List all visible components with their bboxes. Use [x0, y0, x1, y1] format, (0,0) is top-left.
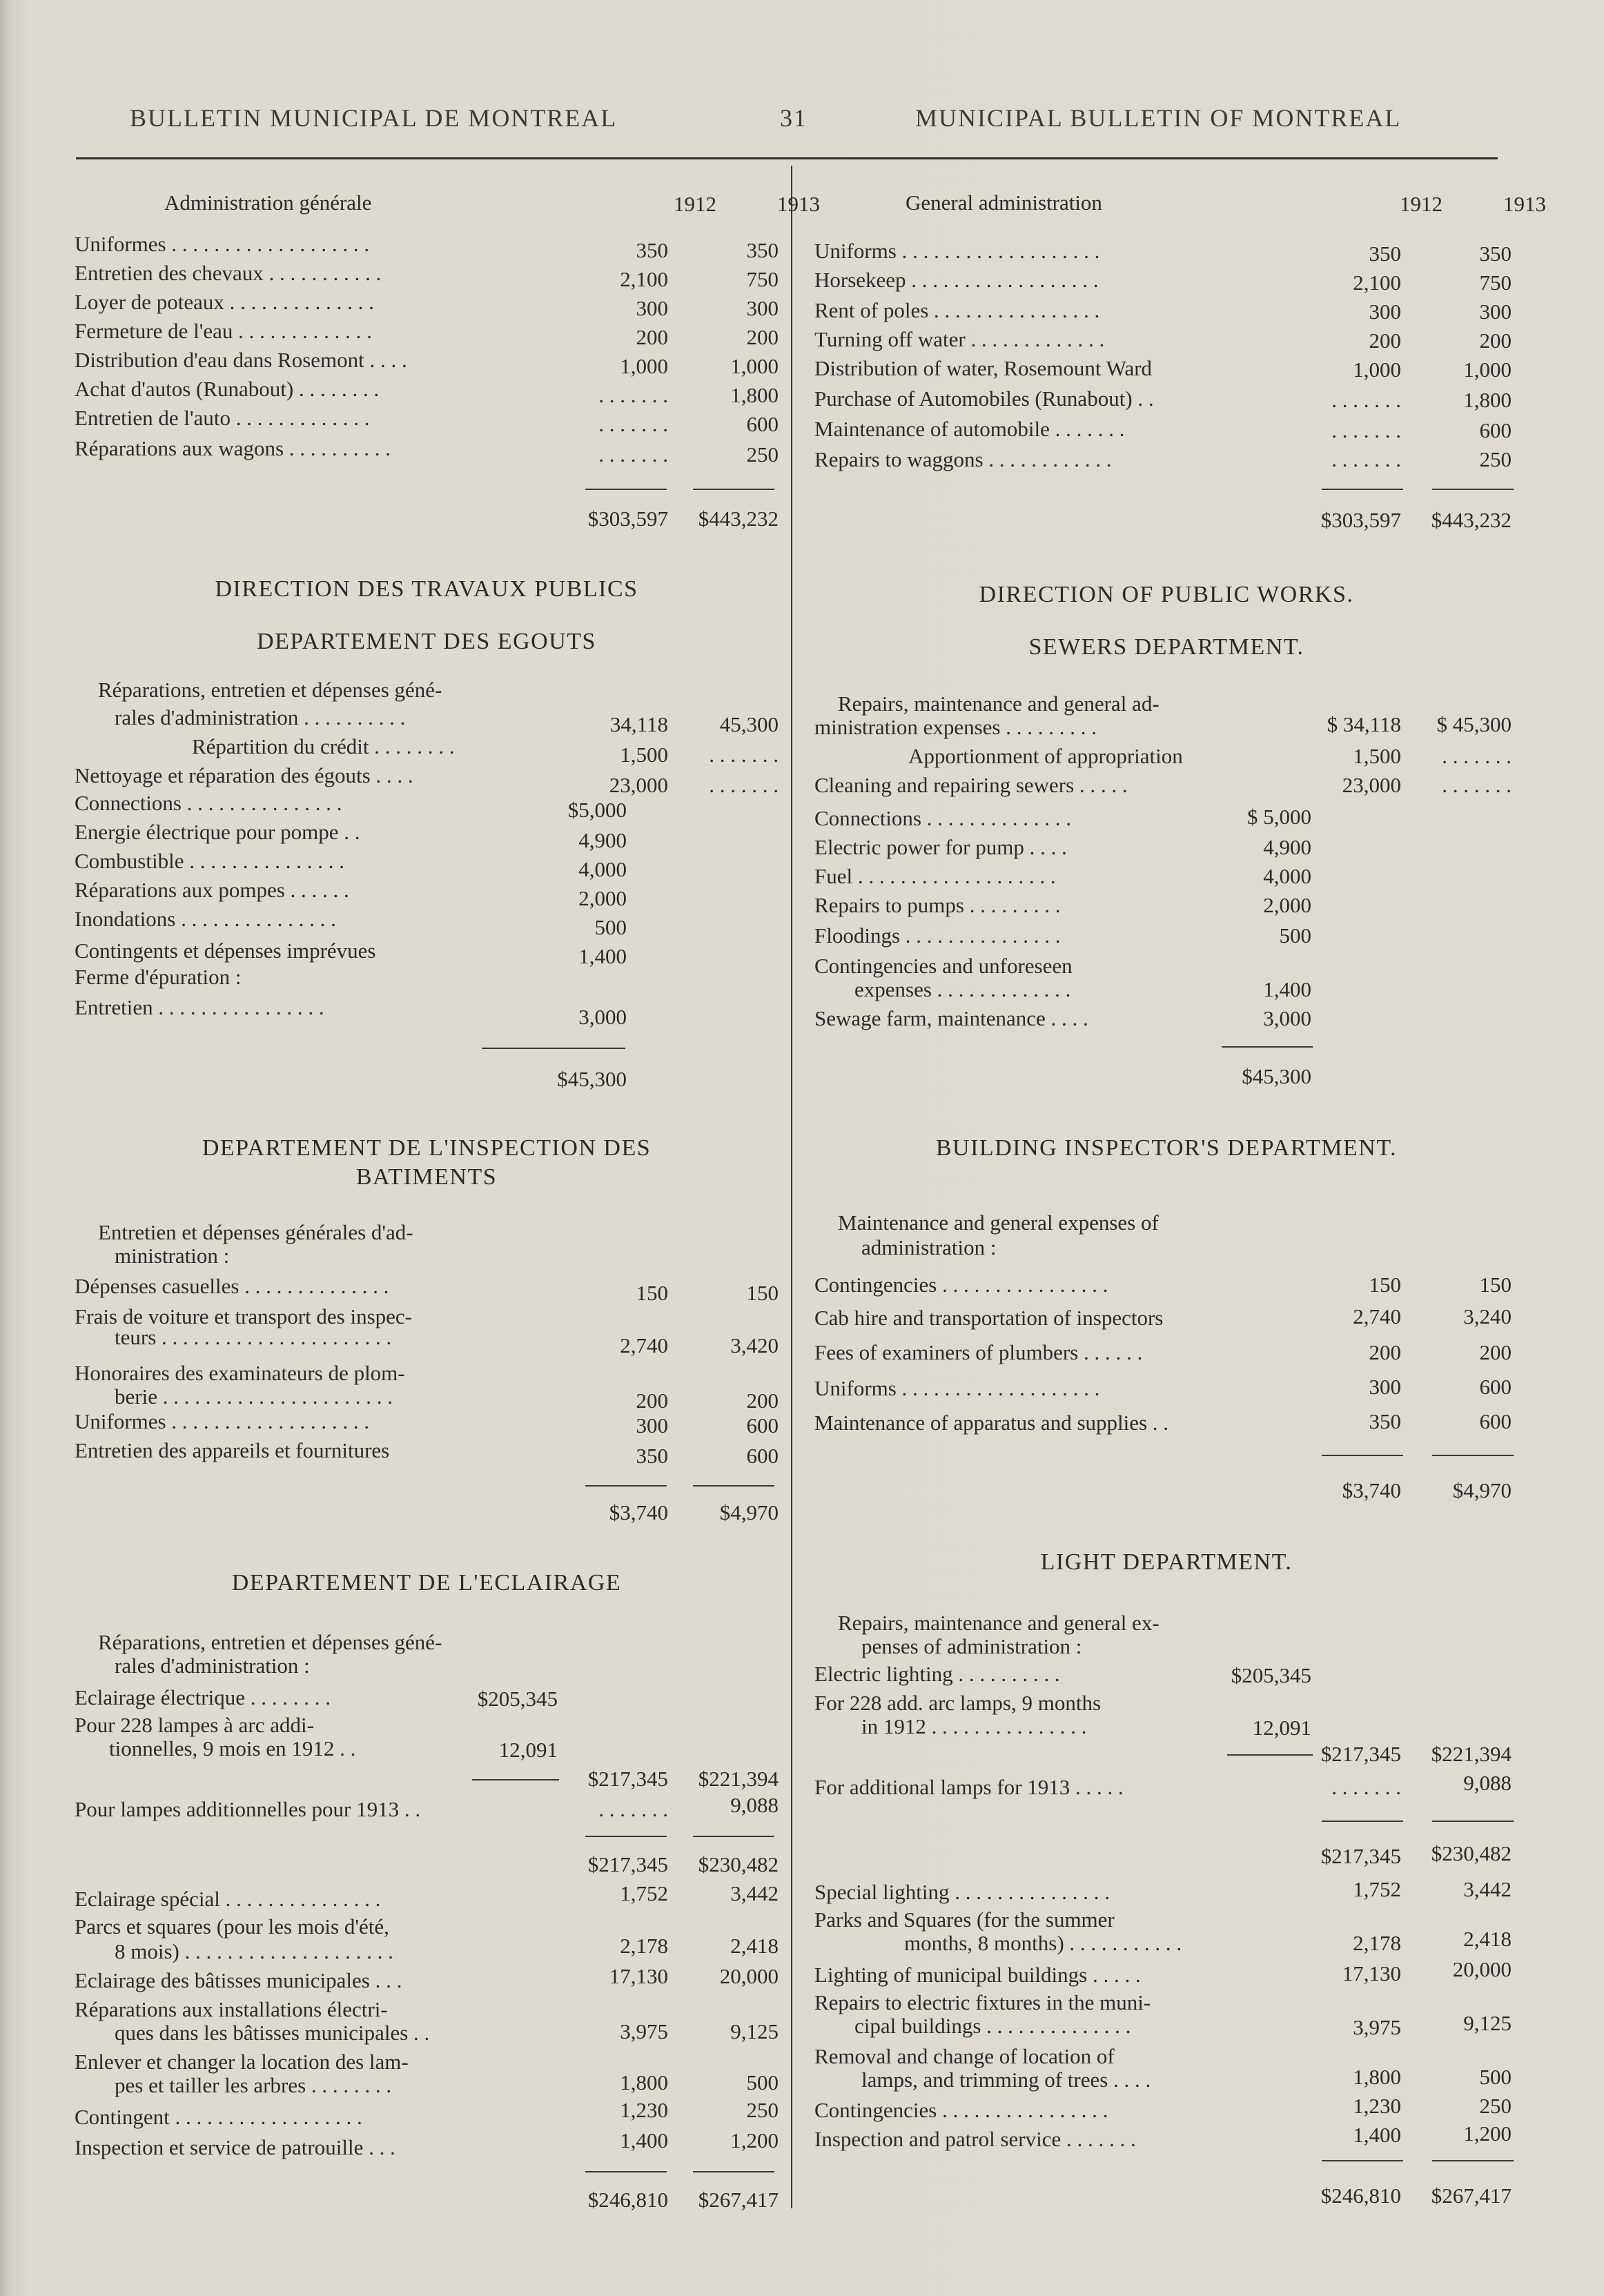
light-row-1912: 1,400	[620, 2128, 668, 2152]
sewers-item-value: 4,000	[1263, 864, 1311, 888]
admin-row: Turning off water . . . . . . . . . . . . .	[814, 327, 1105, 351]
light-row: Inspection et service de patrouille . . .	[75, 2135, 395, 2159]
admin-row-1913: 350	[1479, 242, 1512, 266]
admin-year-1913: 1913	[777, 192, 820, 216]
sum-rule	[585, 489, 667, 490]
sewers-row-line: Cleaning and repairing sewers . . . . .	[814, 773, 1128, 797]
admin-year-1912: 1912	[1400, 192, 1442, 216]
sewers-item-value: 4,900	[1263, 835, 1311, 859]
building-row: Entretien des appareils et fournitures	[75, 1438, 390, 1462]
admin-row: Rent of poles . . . . . . . . . . . . . . . .	[814, 298, 1100, 322]
light-row-1913: 500	[746, 2070, 779, 2094]
admin-row: Distribution d'eau dans Rosemont . . . .	[75, 348, 407, 372]
sum-rule	[585, 1485, 667, 1486]
admin-year-1912: 1912	[674, 192, 716, 216]
sum-rule	[693, 489, 774, 490]
building-row-1913: 600	[1479, 1375, 1512, 1399]
admin-row-1913: 600	[1479, 418, 1512, 442]
admin-row: Uniforms . . . . . . . . . . . . . . . . . . .	[814, 239, 1100, 263]
light-row-1913: 1,200	[1463, 2121, 1512, 2146]
light-intro: penses of administration :	[861, 1634, 1082, 1658]
sewers-item-value: 2,000	[578, 886, 627, 910]
sewers-row-1912: 34,118	[609, 712, 668, 736]
light-subitem: in 1912 . . . . . . . . . . . . . . .	[861, 1714, 1087, 1738]
header-right-title: MUNICIPAL BULLETIN OF MONTREAL	[915, 104, 1402, 132]
building-intro: administration :	[861, 1235, 997, 1259]
light-subitem: tionnelles, 9 mois en 1912 . .	[109, 1736, 356, 1760]
english-column	[814, 0, 1546, 2296]
light-sub-1913: $230,482	[698, 1852, 779, 1876]
light-sub-1912: $217,345	[587, 1767, 668, 1791]
light-row: Parks and Squares (for the summer	[814, 1907, 1115, 1932]
light-subitem: Eclairage électrique . . . . . . . .	[75, 1685, 331, 1709]
building-row: Contingencies . . . . . . . . . . . . . . . .	[814, 1273, 1108, 1297]
light-subitem: Pour 228 lampes à arc addi-	[75, 1713, 314, 1737]
sewers-row-line: Répartition du crédit . . . . . . . .	[192, 734, 455, 758]
building-total-1912: $3,740	[609, 1500, 668, 1524]
light-title: DEPARTEMENT DE L'ECLAIRAGE	[231, 1570, 622, 1596]
sum-rule	[1432, 1821, 1514, 1822]
light-sub-1912: $217,345	[1320, 1742, 1401, 1766]
admin-row: Repairs to waggons . . . . . . . . . . . .	[814, 447, 1112, 471]
light-row-1912: 1,800	[620, 2070, 668, 2094]
light-subitem-value: 12,091	[498, 1738, 558, 1762]
building-row: Uniforms . . . . . . . . . . . . . . . . . . .	[814, 1376, 1100, 1400]
light-row-1913: 3,442	[730, 1881, 779, 1905]
light-total-1912: $246,810	[1320, 2184, 1401, 2208]
light-row: months, 8 months) . . . . . . . . . . .	[904, 1931, 1182, 1955]
building-total-1912: $3,740	[1342, 1478, 1401, 1502]
sewers-row-line: ministration expenses . . . . . . . . .	[814, 715, 1097, 739]
sewers-item-value: 500	[1279, 923, 1311, 948]
sum-rule	[1432, 489, 1514, 490]
building-row: Frais de voiture et transport des inspec-	[75, 1304, 412, 1328]
light-sub-1913: $230,482	[1431, 1841, 1512, 1865]
light-sub-1912: $217,345	[1320, 1844, 1401, 1868]
admin-row-1912: 1,000	[1353, 357, 1401, 382]
building-row-1913: 3,420	[730, 1333, 779, 1357]
admin-row: Achat d'autos (Runabout) . . . . . . . .	[75, 377, 380, 401]
building-row-1913: 600	[746, 1413, 779, 1438]
light-row-1912: . . . . . . .	[598, 1797, 668, 1821]
light-row: Réparations aux installations électri-	[75, 1997, 388, 2021]
sewers-item: Electric power for pump . . . .	[814, 835, 1067, 859]
light-intro: rales d'administration :	[115, 1654, 310, 1678]
sum-rule	[482, 1048, 625, 1049]
sum-rule	[1322, 2160, 1403, 2161]
sewers-row-1913: . . . . . . .	[709, 743, 779, 767]
sum-rule	[1222, 1046, 1313, 1048]
light-row-1913: 250	[1479, 2094, 1512, 2118]
building-row: Honoraires des examinateurs de plom-	[75, 1361, 405, 1385]
sum-rule	[1322, 1455, 1403, 1456]
sewers-row-1913: $ 45,300	[1436, 712, 1512, 736]
admin-row-1912: 300	[1369, 300, 1401, 324]
building-row-1912: 200	[636, 1389, 668, 1413]
admin-row-1912: 300	[636, 296, 668, 320]
sum-rule	[585, 1836, 667, 1837]
building-title: BATIMENTS	[355, 1164, 498, 1190]
light-row-1913: 9,125	[1463, 2011, 1512, 2035]
admin-row: Horsekeep . . . . . . . . . . . . . . . . . .	[814, 268, 1099, 292]
sewers-item-value: 1,400	[578, 944, 627, 968]
light-row: Eclairage des bâtisses municipales . . .	[75, 1968, 402, 1992]
admin-row-1913: 200	[746, 325, 779, 349]
admin-row-1912: 200	[1369, 328, 1401, 353]
light-row-1913: 3,442	[1463, 1877, 1512, 1901]
admin-year-1913: 1913	[1503, 192, 1546, 216]
building-row-1913: 200	[1479, 1340, 1512, 1364]
sum-rule	[1432, 2160, 1514, 2161]
admin-row-1912: . . . . . . .	[598, 442, 668, 467]
building-intro: Maintenance and general expenses of	[838, 1210, 1159, 1235]
sewers-title: DEPARTEMENT DES EGOUTS	[257, 629, 596, 654]
light-row: lamps, and trimming of trees . . . .	[861, 2068, 1151, 2092]
sewers-title: SEWERS DEPARTMENT.	[1028, 634, 1304, 660]
admin-row: Uniformes . . . . . . . . . . . . . . . . . . .	[75, 232, 370, 256]
admin-row-1913: 1,000	[730, 354, 779, 378]
sewers-total: $45,300	[557, 1067, 627, 1091]
light-row-1913: 20,000	[1452, 1957, 1512, 1981]
light-row-1913: 500	[1479, 2065, 1512, 2089]
building-row: Cab hire and transportation of inspectors	[814, 1306, 1164, 1330]
admin-row-1912: 1,000	[620, 354, 668, 378]
light-total-1913: $267,417	[698, 2188, 779, 2212]
admin-total-1912: $303,597	[1320, 508, 1401, 532]
admin-row: Distribution of water, Rosemount Ward	[814, 356, 1153, 380]
admin-row-1913: 200	[1479, 328, 1512, 353]
light-row: Parcs et squares (pour les mois d'été,	[75, 1914, 389, 1939]
sewers-item: Repairs to pumps . . . . . . . . .	[814, 893, 1061, 917]
building-row-1913: 3,240	[1463, 1304, 1512, 1328]
admin-row-1912: . . . . . . .	[598, 383, 668, 407]
admin-row-1912: 350	[1369, 242, 1401, 266]
building-row-1912: 300	[636, 1413, 668, 1438]
admin-row-1913: 750	[746, 267, 779, 291]
sewers-item: Connections . . . . . . . . . . . . . .	[814, 806, 1071, 830]
admin-row-1913: 300	[746, 296, 779, 320]
light-row: pes et tailler les arbres . . . . . . . .	[115, 2073, 392, 2097]
admin-row: Entretien de l'auto . . . . . . . . . . . . .	[75, 406, 370, 430]
building-row: Fees of examiners of plumbers . . . . . .	[814, 1340, 1143, 1364]
sewers-item-value: 3,000	[578, 1005, 627, 1029]
sewers-item: Floodings . . . . . . . . . . . . . . .	[814, 923, 1061, 948]
admin-row-1913: 1,800	[1463, 388, 1512, 412]
sewers-row-1912: 23,000	[1342, 773, 1401, 797]
sum-rule	[1322, 489, 1403, 490]
light-row: For additional lamps for 1913 . . . . .	[814, 1775, 1124, 1799]
admin-row: Loyer de poteaux . . . . . . . . . . . . . .	[75, 290, 374, 314]
sewers-item: Sewage farm, maintenance . . . .	[814, 1006, 1088, 1030]
light-row: Lighting of municipal buildings . . . . .	[814, 1963, 1141, 1987]
admin-row-1912: . . . . . . .	[1331, 447, 1401, 471]
admin-row-1912: 2,100	[620, 267, 668, 291]
light-subitem: For 228 add. arc lamps, 9 months	[814, 1691, 1102, 1715]
sewers-item-value: 4,000	[578, 857, 627, 881]
sewers-item-value: 4,900	[578, 828, 627, 852]
light-row-1912: 1,400	[1353, 2123, 1401, 2147]
public-works-title: DIRECTION OF PUBLIC WORKS.	[979, 582, 1354, 607]
light-sub-1913: $221,394	[698, 1767, 779, 1791]
light-sub-1913: $221,394	[1431, 1742, 1512, 1766]
admin-row-1913: 1,000	[1463, 357, 1512, 382]
sewers-row-1912: 23,000	[609, 773, 668, 797]
sewers-row-line: Nettoyage et réparation des égouts . . . .	[75, 763, 413, 787]
light-row-1912: 17,130	[1342, 1961, 1401, 1985]
light-row-1912: 2,178	[1353, 1931, 1401, 1955]
sewers-row-1913: . . . . . . .	[1442, 773, 1512, 797]
building-row-1913: 150	[1479, 1273, 1512, 1297]
admin-row-1912: 2,100	[1353, 271, 1401, 295]
light-row-1913: 9,088	[730, 1793, 779, 1817]
admin-title: General administration	[906, 190, 1102, 215]
header-left-title: BULLETIN MUNICIPAL DE MONTREAL	[130, 104, 618, 132]
light-row-1913: 1,200	[730, 2128, 779, 2152]
building-total-1913: $4,970	[719, 1500, 779, 1524]
sewers-item: Inondations . . . . . . . . . . . . . . .	[75, 907, 336, 931]
sewers-item: Réparations aux pompes . . . . . .	[75, 878, 349, 902]
building-total-1913: $4,970	[1452, 1478, 1512, 1502]
building-row-1913: 150	[746, 1281, 779, 1305]
light-total-1912: $246,810	[587, 2188, 668, 2212]
building-row-1912: 2,740	[620, 1333, 668, 1357]
sewers-row-line: Apportionment of appropriation	[908, 744, 1183, 768]
admin-title: Administration générale	[164, 190, 372, 215]
light-row: 8 mois) . . . . . . . . . . . . . . . . . . . .	[115, 1939, 393, 1963]
building-row-1912: 2,740	[1353, 1304, 1401, 1328]
sewers-item-value: $ 5,000	[1247, 805, 1311, 829]
sewers-row-1913: 45,300	[719, 712, 779, 736]
sewers-item: Combustible . . . . . . . . . . . . . . .	[75, 849, 344, 873]
admin-row-1912: . . . . . . .	[598, 412, 668, 436]
light-row-1912: 1,752	[620, 1881, 668, 1905]
building-row-1913: 600	[746, 1444, 779, 1468]
admin-row-1912: 200	[636, 325, 668, 349]
light-row: Removal and change of location of	[814, 2044, 1115, 2068]
light-row: Inspection and patrol service . . . . . . .	[814, 2127, 1136, 2151]
building-title: DEPARTEMENT DE L'INSPECTION DES	[202, 1135, 652, 1161]
building-row-1912: 350	[636, 1444, 668, 1468]
light-subitem-value: $205,345	[477, 1687, 558, 1711]
sum-rule	[693, 1836, 774, 1837]
sum-rule	[1322, 1821, 1403, 1822]
light-row: Contingent . . . . . . . . . . . . . . . . . .	[75, 2105, 362, 2129]
building-row: teurs . . . . . . . . . . . . . . . . . . . . . .	[115, 1325, 392, 1349]
building-row-1912: 150	[1369, 1273, 1401, 1297]
sewers-item: Fuel . . . . . . . . . . . . . . . . . . .	[814, 864, 1056, 888]
admin-total-1912: $303,597	[587, 507, 668, 531]
sum-rule	[693, 2171, 774, 2172]
light-subitem-value: $205,345	[1231, 1663, 1311, 1687]
sewers-item-value: $5,000	[567, 798, 627, 822]
light-row-1912: 17,130	[609, 1964, 668, 1988]
light-row-1913: 9,125	[730, 2019, 779, 2043]
sewers-item: Connections . . . . . . . . . . . . . . .	[75, 791, 342, 815]
light-row-1913: 250	[746, 2098, 779, 2122]
sewers-row-1913: . . . . . . .	[709, 773, 779, 797]
sewers-item: Contingencies and unforeseen	[814, 954, 1073, 978]
building-row-1912: 350	[1369, 1409, 1401, 1433]
light-row-1912: 3,975	[1353, 2015, 1401, 2039]
light-subitem: Electric lighting . . . . . . . . . .	[814, 1662, 1060, 1686]
admin-row-1912: . . . . . . .	[1331, 418, 1401, 442]
light-row-1913: 2,418	[1463, 1927, 1512, 1951]
admin-row-1912: . . . . . . .	[1331, 388, 1401, 412]
light-row-1912: 1,230	[620, 2098, 668, 2122]
building-intro: Entretien et dépenses générales d'ad-	[98, 1220, 413, 1244]
building-title: BUILDING INSPECTOR'S DEPARTMENT.	[935, 1135, 1398, 1161]
sum-rule	[1432, 1455, 1514, 1456]
light-row-1913: 20,000	[719, 1964, 779, 1988]
light-row-1912: 1,800	[1353, 2065, 1401, 2089]
admin-row-1913: 750	[1479, 271, 1512, 295]
admin-row-1913: 250	[746, 442, 779, 467]
sewers-item: expenses . . . . . . . . . . . . .	[854, 977, 1071, 1001]
building-row: Uniformes . . . . . . . . . . . . . . . . . . .	[75, 1409, 370, 1433]
admin-row: Réparations aux wagons . . . . . . . . . .	[75, 436, 391, 460]
light-row-1912: . . . . . . .	[1331, 1775, 1401, 1799]
column-divider	[791, 166, 792, 2208]
light-total-1913: $267,417	[1431, 2184, 1512, 2208]
light-row-1913: 9,088	[1463, 1771, 1512, 1795]
light-row: ques dans les bâtisses municipales . .	[115, 2021, 430, 2045]
light-row: Contingencies . . . . . . . . . . . . . . . .	[814, 2098, 1108, 2122]
building-row-1912: 150	[636, 1281, 668, 1305]
admin-row-1913: 300	[1479, 300, 1512, 324]
public-works-title: DIRECTION DES TRAVAUX PUBLICS	[215, 576, 638, 602]
building-intro: ministration :	[115, 1244, 230, 1268]
sewers-row-line: Réparations, entretien et dépenses géné-	[98, 678, 442, 702]
light-subitem-value: 12,091	[1252, 1716, 1311, 1740]
light-row-1912: 1,752	[1353, 1877, 1401, 1901]
sewers-item-value: 1,400	[1263, 977, 1311, 1001]
admin-row: Maintenance of automobile . . . . . . .	[814, 417, 1125, 441]
building-row: berie . . . . . . . . . . . . . . . . . . . . . .	[115, 1384, 393, 1409]
sum-rule	[472, 1779, 559, 1780]
admin-row: Entretien des chevaux . . . . . . . . . . .	[75, 261, 382, 285]
admin-total-1913: $443,232	[698, 507, 779, 531]
building-row-1912: 300	[1369, 1375, 1401, 1399]
light-title: LIGHT DEPARTMENT.	[1040, 1549, 1293, 1575]
sum-rule	[585, 2171, 667, 2172]
light-intro: Repairs, maintenance and general ex-	[838, 1611, 1160, 1635]
light-sub-1912: $217,345	[587, 1852, 668, 1876]
light-row: Eclairage spécial . . . . . . . . . . . . . . .	[75, 1887, 381, 1911]
building-row: Dépenses casuelles . . . . . . . . . . . . . .	[75, 1274, 389, 1298]
sewers-item-value: 500	[594, 915, 627, 939]
sewers-item: Contingents et dépenses imprévues	[75, 939, 376, 963]
admin-row-1913: 1,800	[730, 383, 779, 407]
light-row: Enlever et changer la location des lam-	[75, 2050, 409, 2074]
admin-row-1912: 350	[636, 238, 668, 262]
sewers-row-1912: $ 34,118	[1327, 712, 1401, 736]
light-row: cipal buildings . . . . . . . . . . . . . .	[854, 2014, 1131, 2038]
admin-row-1913: 350	[746, 238, 779, 262]
sewers-farm-label: Ferme d'épuration :	[75, 965, 242, 989]
sewers-total: $45,300	[1242, 1064, 1311, 1088]
admin-row-1913: 250	[1479, 447, 1512, 471]
building-row-1912: 200	[1369, 1340, 1401, 1364]
light-intro: Réparations, entretien et dépenses géné-	[98, 1630, 442, 1654]
admin-total-1913: $443,232	[1431, 508, 1512, 532]
sum-rule	[693, 1485, 774, 1486]
light-row: Pour lampes additionnelles pour 1913 . .	[75, 1797, 421, 1821]
admin-row-1913: 600	[746, 412, 779, 436]
building-row-1913: 600	[1479, 1409, 1512, 1433]
sewers-item: Entretien . . . . . . . . . . . . . . . .	[75, 995, 324, 1019]
sewers-row-line: rales d'administration . . . . . . . . . .	[115, 705, 406, 729]
sewers-row-1912: 1,500	[620, 743, 668, 767]
sewers-item-value: 3,000	[1263, 1006, 1311, 1030]
admin-row: Purchase of Automobiles (Runabout) . .	[814, 386, 1154, 411]
sewers-row-1913: . . . . . . .	[1442, 744, 1512, 768]
building-row: Maintenance of apparatus and supplies . .	[814, 1411, 1169, 1435]
light-row-1913: 2,418	[730, 1934, 779, 1958]
page-number: 31	[780, 104, 808, 132]
sewers-row-1912: 1,500	[1353, 744, 1401, 768]
sewers-item-value: 2,000	[1263, 893, 1311, 917]
building-row-1913: 200	[746, 1389, 779, 1413]
sewers-item: Energie électrique pour pompe . .	[75, 820, 360, 844]
light-row: Repairs to electric fixtures in the muni-	[814, 1990, 1151, 2014]
admin-row: Fermeture de l'eau . . . . . . . . . . . . .	[75, 319, 372, 343]
light-row-1912: 3,975	[620, 2019, 668, 2043]
light-row-1912: 2,178	[620, 1934, 668, 1958]
sewers-row-line: Repairs, maintenance and general ad-	[838, 691, 1160, 716]
light-row: Special lighting . . . . . . . . . . . . . . .	[814, 1880, 1110, 1904]
light-row-1912: 1,230	[1353, 2094, 1401, 2118]
